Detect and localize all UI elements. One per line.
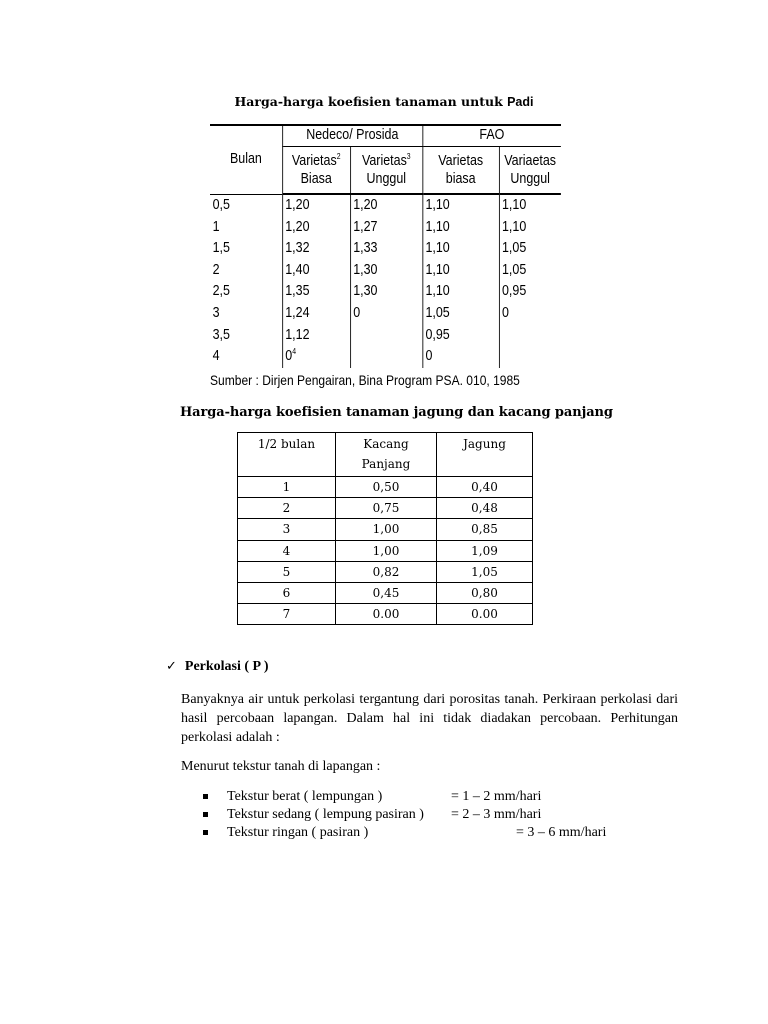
table-cell: 0,45 [336,582,437,603]
table-cell: 0,85 [437,519,533,540]
table-cell: 0,95 [501,283,527,300]
table-cell: 0,50 [336,477,437,498]
table-cell: 1,05 [422,303,499,325]
table-cell: 1,09 [437,540,533,561]
table-cell: 4 [238,540,336,561]
table-cell: 1,10 [422,260,499,282]
table-cell [350,325,422,347]
padi-coefficient-table [210,124,561,368]
table-cell: 0 [422,346,499,368]
tekstur-intro: Menurut tekstur tanah di lapangan : [181,759,381,774]
table-cell: 1,33 [350,238,422,260]
table-cell [350,346,422,368]
table-cell: 1,32 [282,238,350,260]
table-cell: 0,5 [210,194,282,217]
table-row [238,519,533,540]
table-cell: 1,5 [210,238,282,260]
table-cell: 1 [210,217,282,239]
table-cell: 3,5 [210,325,282,347]
padi-title-tail: Padi [507,95,534,109]
table-cell: 3 [238,519,336,540]
table-row [210,260,561,282]
header-jagung: Jagung [437,433,533,477]
table-cell: 1,20 [350,194,422,217]
table-row [238,498,533,519]
table-row [238,604,533,625]
table-row [210,238,561,260]
table-cell: 3 [210,303,282,325]
bullet-icon [203,794,208,799]
table-cell: 2,5 [210,281,282,303]
table-row [210,194,561,217]
table-cell: 1,10 [422,281,499,303]
table-row [210,325,561,347]
header-fao: FAO [422,124,560,147]
table-cell: 1,05 [501,261,527,278]
table-cell: 1,30 [350,260,422,282]
bullet-icon [203,812,208,817]
table-row [238,540,533,561]
table-cell: 1,40 [282,260,350,282]
table-cell: 0.00 [336,604,437,625]
jagung-kacang-table [237,432,533,625]
header-fao-varietas-biasa: Varietas biasa [422,147,499,195]
table-cell: 1,12 [282,325,350,347]
header-fao-variaetas-unggul: Variaetas Unggul [499,147,561,195]
table-cell: 0,80 [437,582,533,603]
table-cell: 0,40 [437,477,533,498]
table-cell: 7 [238,604,336,625]
perkolasi-paragraph: Banyaknya air untuk perkolasi tergantung dari porositas tanah. Perkiraan perkolasi dari hasil percobaan lapangan. Dalam hal ini tidak diadakan percobaan. Perhitungan perkolasi adalah : [181,692,678,745]
table-cell: 6 [238,582,336,603]
table-row [210,303,561,325]
table-row [238,582,533,603]
table-cell: 1,05 [437,561,533,582]
padi-source-note: Sumber : Dirjen Pengairan, Bina Program PSA. 010, 1985 [210,372,520,388]
table-cell: 1,24 [282,303,350,325]
table-cell: 0,82 [336,561,437,582]
table-cell: 0,75 [336,498,437,519]
table-cell: 0,48 [437,498,533,519]
table-cell: 1,30 [350,281,422,303]
table-cell: 2 [238,498,336,519]
table-cell: 1,20 [282,217,350,239]
checkmark-icon: ✓ [166,659,177,674]
table-cell: 1,10 [422,217,499,239]
header-kacang-panjang: Kacang Panjang [336,433,437,477]
table-row [210,346,561,368]
table-cell: 0 [501,304,509,321]
table-cell: 4 [210,346,282,368]
table-cell: $0^4$ [282,346,350,368]
header-half-month: 1/2 bulan [238,433,336,477]
table-row [210,281,561,303]
table-cell: 1,20 [282,194,350,217]
table-row [238,561,533,582]
table-cell: 1,10 [422,194,499,217]
table-row [210,217,561,239]
jagung-table-title: Harga-harga koefisien tanaman jagung dan kacang panjang [180,405,613,420]
padi-table-title: Harga-harga koefisien tanaman untuk Padi [234,94,534,109]
header-varietas-biasa: Varietas$^2$ Biasa [282,147,350,195]
header-nedeco-prosida: Nedeco/ Prosida [282,124,422,147]
table-cell: 1,35 [282,281,350,303]
table-row [238,477,533,498]
bullet-icon [203,830,208,835]
table-cell: 5 [238,561,336,582]
table-cell [499,346,561,368]
header-varietas-unggul: Varietas$^3$ Unggul [350,147,422,195]
footnote-marker: 4 [292,347,297,357]
table-cell: 1,05 [501,240,527,257]
table-cell: 1,10 [501,218,527,235]
table-cell: 0,95 [422,325,499,347]
table-cell: 1,10 [422,238,499,260]
table-cell [499,325,561,347]
table-cell: 1,00 [336,519,437,540]
table-cell: 1 [238,477,336,498]
table-cell: 1,27 [350,217,422,239]
table-cell: 0 [350,303,422,325]
table-cell: 2 [210,260,282,282]
header-bulan: Bulan [210,124,282,194]
perkolasi-heading: ✓ Perkolasi ( P ) [166,659,269,674]
table-cell: 1,10 [501,197,527,213]
table-cell: 0.00 [437,604,533,625]
table-cell: 1,00 [336,540,437,561]
